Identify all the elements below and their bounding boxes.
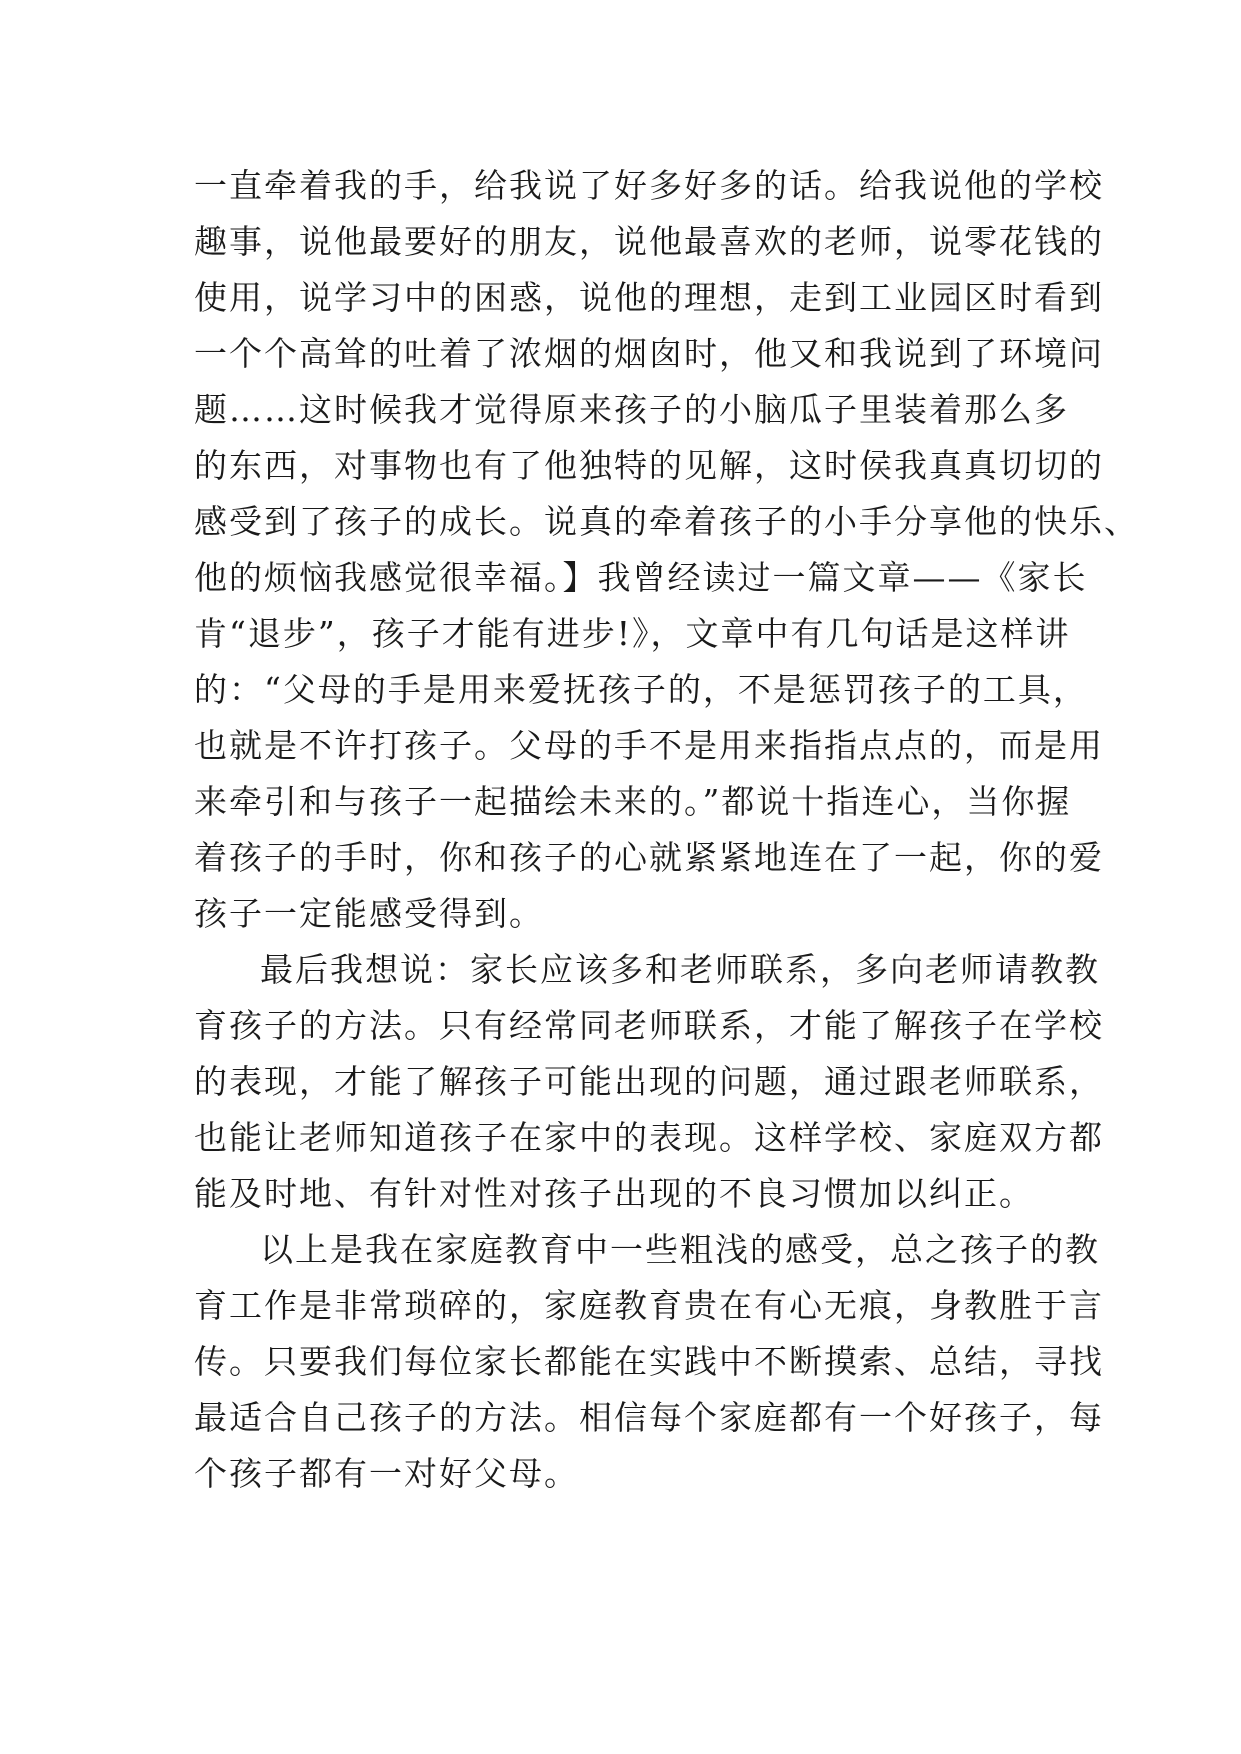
text-line: 也能让老师知道孩子在家中的表现。这样学校、家庭双方都 (194, 1118, 1104, 1157)
text-line: 题……这时候我才觉得原来孩子的小脑瓜子里装着那么多 (194, 390, 1069, 429)
text-line: 他的烦恼我感觉很幸福。】我曾经读过一篇文章——《家长 (194, 558, 1088, 597)
paragraph-2 (194, 942, 1104, 1222)
text-line: 最后我想说：家长应该多和老师联系，多向老师请教教 (260, 950, 1100, 989)
text-line: 的东西，对事物也有了他独特的见解，这时侯我真真切切的 (194, 446, 1104, 485)
text-line: 肯“退步”，孩子才能有进步!》，文章中有几句话是这样讲 (194, 614, 1071, 653)
text-line: 以上是我在家庭教育中一些粗浅的感受，总之孩子的教 (260, 1230, 1100, 1269)
text-line: 感受到了孩子的成长。说真的牵着孩子的小手分享他的快乐、 (194, 502, 1139, 541)
paragraph-3 (194, 1222, 1104, 1502)
text-line: 一个个高耸的吐着了浓烟的烟囱时，他又和我说到了环境问 (194, 334, 1104, 373)
text-line: 来牵引和与孩子一起描绘未来的。”都说十指连心，当你握 (194, 782, 1072, 821)
text-line: 也就是不许打孩子。父母的手不是用来指指点点的，而是用 (194, 726, 1104, 765)
text-line: 着孩子的手时，你和孩子的心就紧紧地连在了一起，你的爱 (194, 838, 1104, 877)
text-line: 传。只要我们每位家长都能在实践中不断摸索、总结，寻找 (194, 1342, 1104, 1381)
paragraph-1 (194, 158, 1139, 942)
text-line: 孩子一定能感受得到。 (194, 894, 544, 933)
text-line: 一直牵着我的手，给我说了好多好多的话。给我说他的学校 (194, 166, 1104, 205)
text-line: 育工作是非常琐碎的，家庭教育贵在有心无痕，身教胜于言 (194, 1286, 1104, 1325)
text-line: 能及时地、有针对性对孩子出现的不良习惯加以纠正。 (194, 1174, 1034, 1213)
text-line: 趣事，说他最要好的朋友，说他最喜欢的老师，说零花钱的 (194, 222, 1104, 261)
text-line: 最适合自己孩子的方法。相信每个家庭都有一个好孩子，每 (194, 1398, 1104, 1437)
text-line: 个孩子都有一对好父母。 (194, 1454, 579, 1493)
text-line: 的：“父母的手是用来爱抚孩子的，不是惩罚孩子的工具， (194, 670, 1088, 709)
text-line: 使用，说学习中的困惑，说他的理想，走到工业园区时看到 (194, 278, 1104, 317)
document-body (194, 158, 1139, 1502)
text-line: 的表现，才能了解孩子可能出现的问题，通过跟老师联系， (194, 1062, 1104, 1101)
text-line: 育孩子的方法。只有经常同老师联系，才能了解孩子在学校 (194, 1006, 1104, 1045)
